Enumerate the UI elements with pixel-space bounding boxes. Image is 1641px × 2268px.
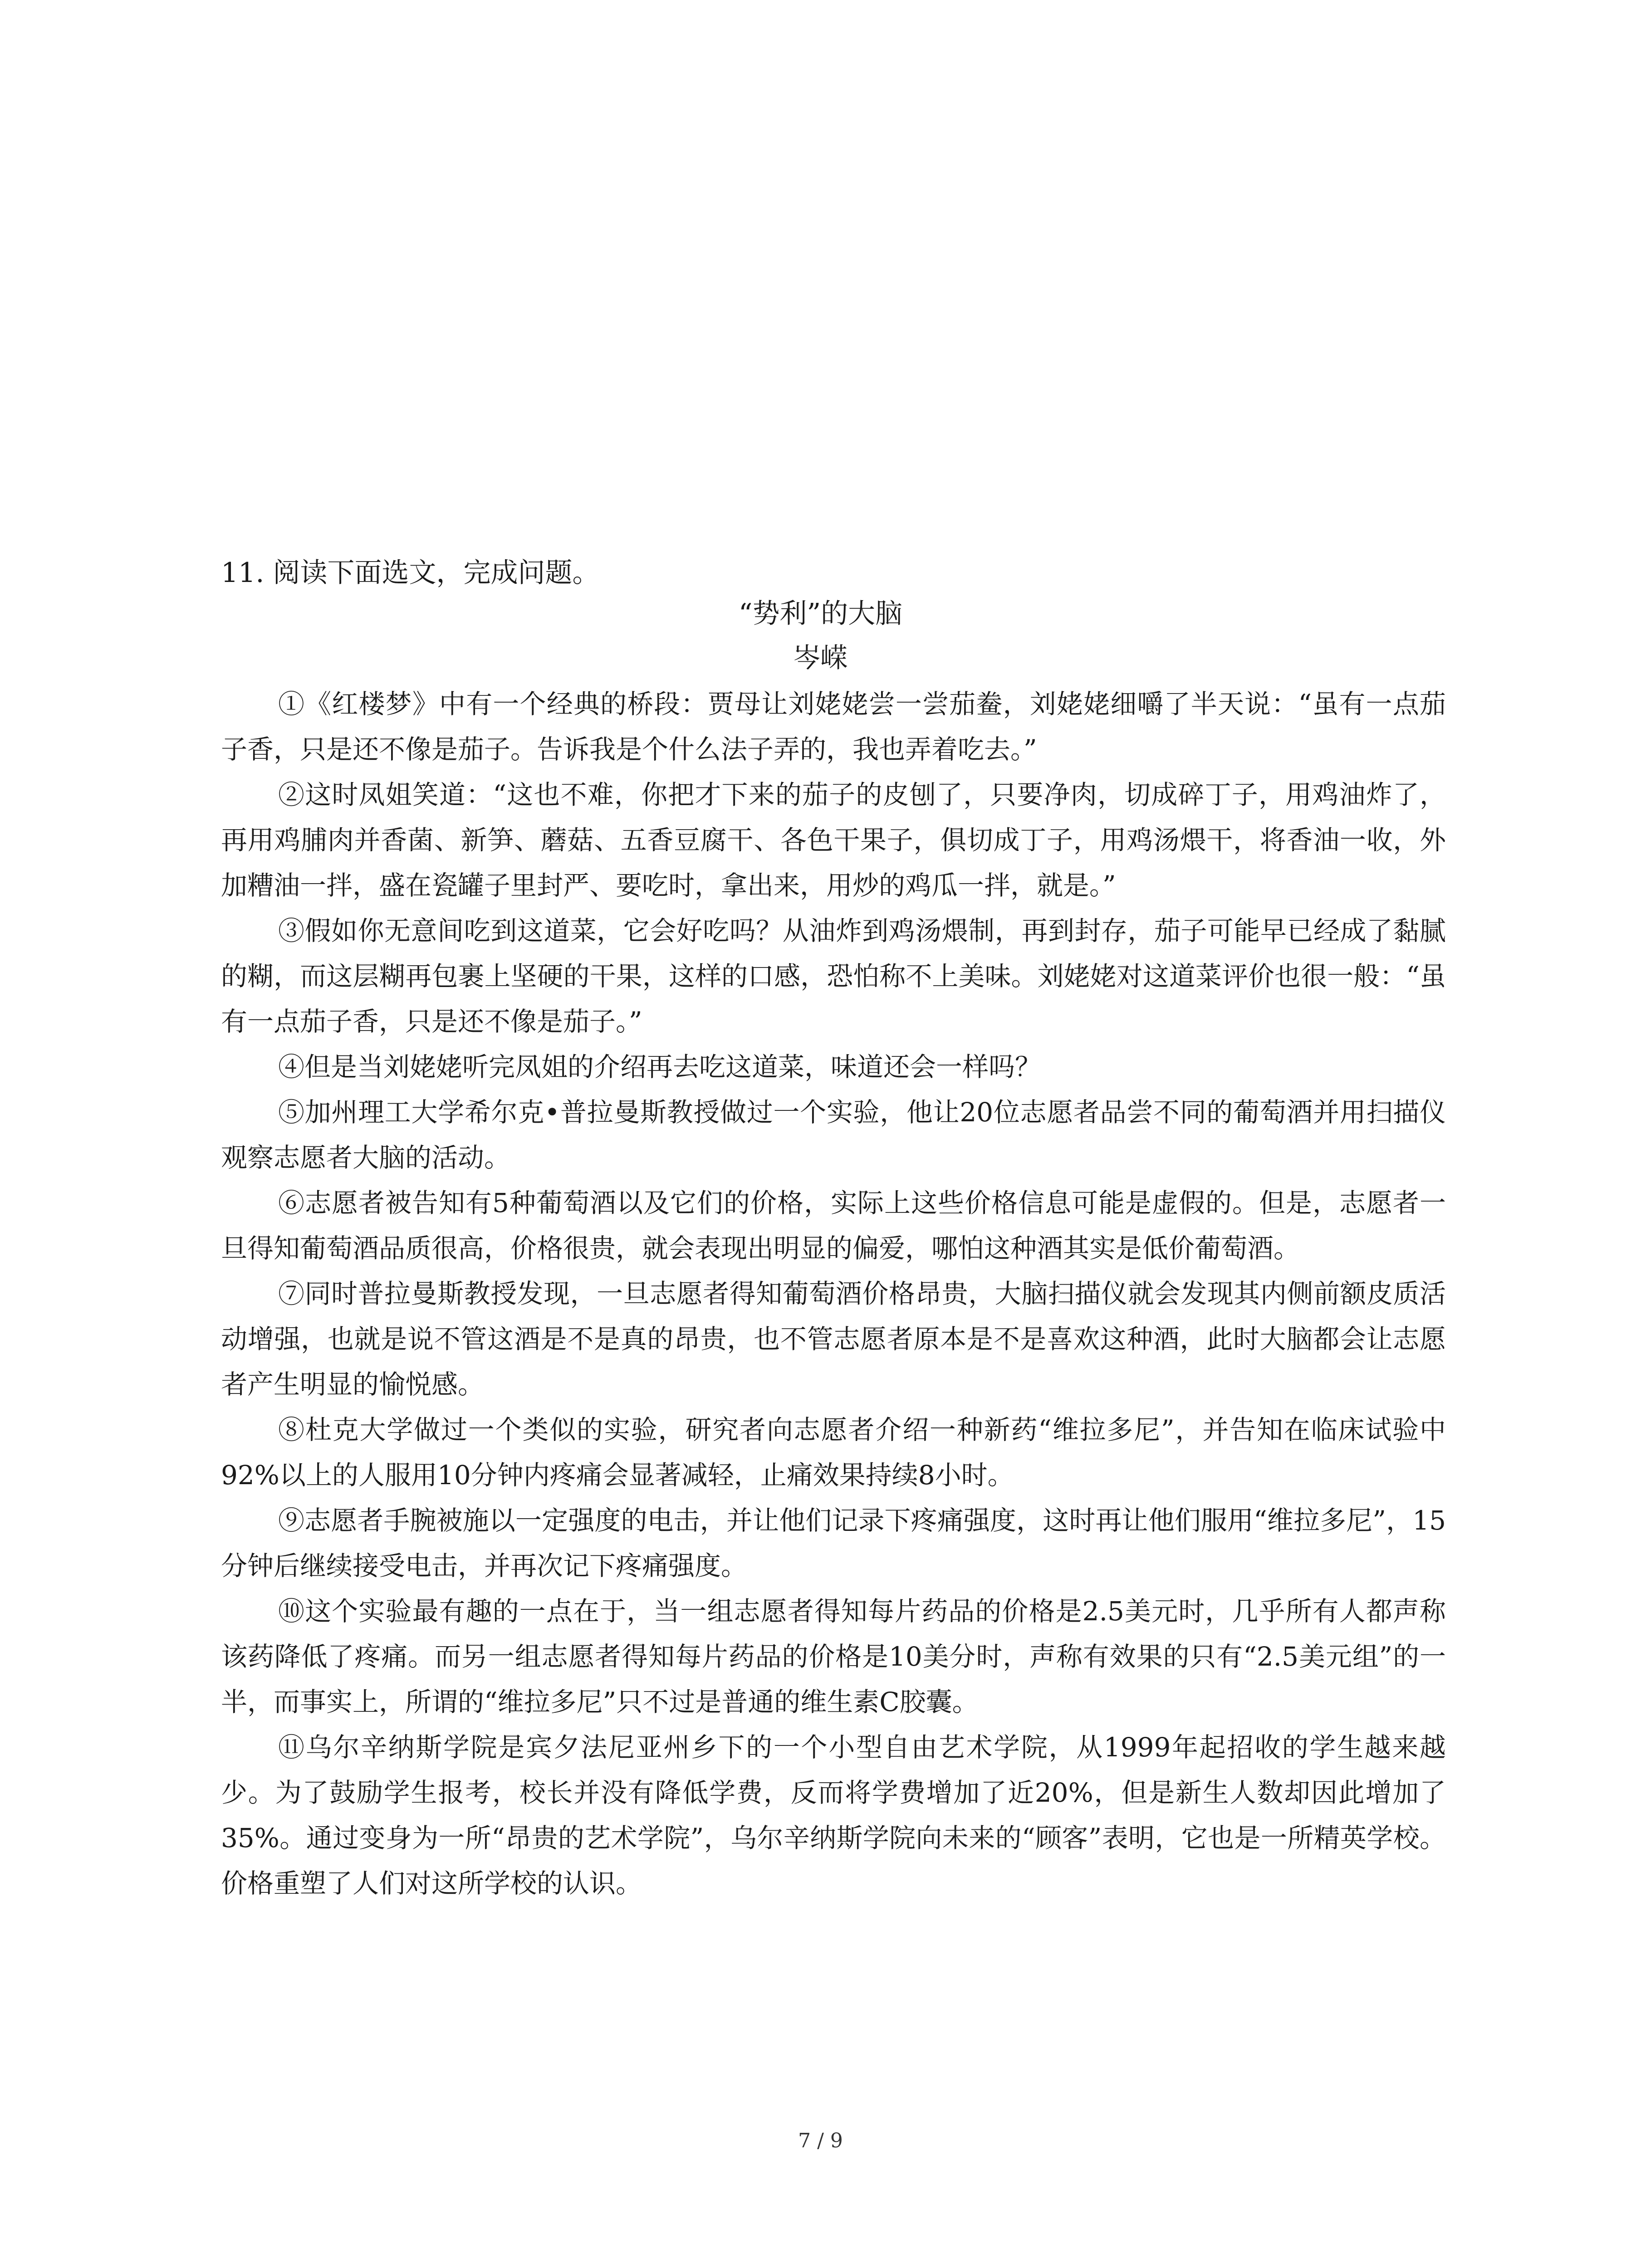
paragraph-9: ⑨志愿者手腕被施以一定强度的电击，并让他们记录下疼痛强度，这时再让他们服用“维拉多尼”，15分钟后继续接受电击，并再次记下疼痛强度。 xyxy=(221,1505,1446,1581)
article-author: 岑嵘 xyxy=(793,642,848,674)
paragraph-7: ⑦同时普拉曼斯教授发现，一旦志愿者得知葡萄酒价格昂贵，大脑扫描仪就会发现其内侧前额皮质活动增强，也就是说不管这酒是不是真的昂贵，也不管志愿者原本是不是喜欢这种酒，此时大脑都会让志愿者产生明显的愉悦感。 xyxy=(221,1278,1446,1400)
paragraph-6: ⑥志愿者被告知有5种葡萄酒以及它们的价格，实际上这些价格信息可能是虚假的。但是，志愿者一旦得知葡萄酒品质很高，价格很贵，就会表现出明显的偏爱，哪怕这种酒其实是低价葡萄酒。 xyxy=(221,1188,1446,1264)
article-body xyxy=(221,681,1446,1906)
question-heading: 11. 阅读下面选文，完成问题。 xyxy=(221,557,600,589)
article-title: “势利”的大脑 xyxy=(738,598,903,630)
paragraph-1: ①《红楼梦》中有一个经典的桥段：贾母让刘姥姥尝一尝茄鲞，刘姥姥细嚼了半天说：“虽有一点茄子香，只是还不像是茄子。告诉我是个什么法子弄的，我也弄着吃去。” xyxy=(221,689,1446,765)
paragraph-8: ⑧杜克大学做过一个类似的实验，研究者向志愿者介绍一种新药“维拉多尼”，并告知在临床试验中92%以上的人服用10分钟内疼痛会显著减轻，止痛效果持续8小时。 xyxy=(221,1414,1446,1491)
paragraph-5: ⑤加州理工大学希尔克•普拉曼斯教授做过一个实验，他让20位志愿者品尝不同的葡萄酒并用扫描仪观察志愿者大脑的活动。 xyxy=(221,1097,1446,1173)
paragraph-10: ⑩这个实验最有趣的一点在于，当一组志愿者得知每片药品的价格是2.5美元时，几乎所有人都声称该药降低了疼痛。而另一组志愿者得知每片药品的价格是10美分时，声称有效果的只有“2.5美元组”的一半，而事实上，所谓的“维拉多尼”只不过是普通的维生素C胶囊。 xyxy=(221,1596,1446,1717)
paragraph-4: ④但是当刘姥姥听完凤姐的介绍再去吃这道菜，味道还会一样吗？ xyxy=(278,1051,1042,1082)
page-number: 7 / 9 xyxy=(798,2129,843,2152)
paragraph-11: ⑪乌尔辛纳斯学院是宾夕法尼亚州乡下的一个小型自由艺术学院，从1999年起招收的学生越来越少。为了鼓励学生报考，校长并没有降低学费，反而将学费增加了近20%，但是新生人数却因此增加了35%。通过变身为一所“昂贵的艺术学院”，乌尔辛纳斯学院向未来的“顾客”表明，它也是一所精英学校。价格重塑了人们对这所学校的认识。 xyxy=(221,1732,1446,1899)
paragraph-2: ②这时凤姐笑道：“这也不难，你把才下来的茄子的皮刨了，只要净肉，切成碎丁子，用鸡油炸了，再用鸡脯肉并香菌、新笋、蘑菇、五香豆腐干、各色干果子，俱切成丁子，用鸡汤煨干，将香油一收，外加糟油一拌，盛在瓷罐子里封严、要吃时，拿出来，用炒的鸡瓜一拌，就是。” xyxy=(221,779,1446,901)
paragraph-3: ③假如你无意间吃到这道菜，它会好吃吗？从油炸到鸡汤煨制，再到封存，茄子可能早已经成了黏腻的糊，而这层糊再包裹上坚硬的干果，这样的口感，恐怕称不上美味。刘姥姥对这道菜评价也很一般：“虽有一点茄子香，只是还不像是茄子。” xyxy=(221,915,1446,1037)
